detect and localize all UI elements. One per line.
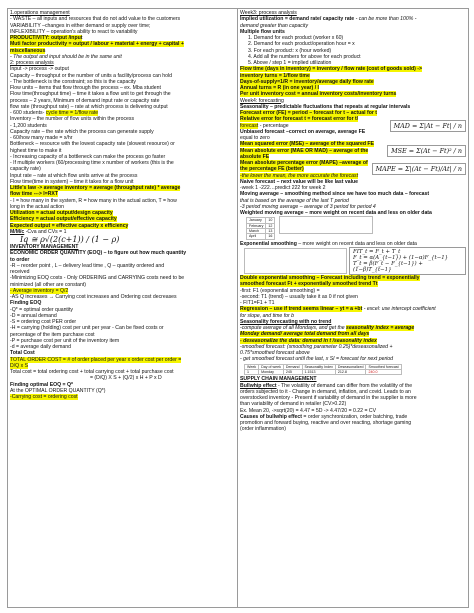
double-exp-line-c: -first: F1 (exponential smoothing) = <box>240 287 320 294</box>
regression-line-b: for slope, and time for b <box>240 312 295 319</box>
forecast-error-line: Forecast error (FE) = period – forecast for t – actual for t <box>240 110 377 116</box>
productivity-line: PRODUCTIVITY: output /input <box>10 35 83 41</box>
flow-time-def-line: Flow time(time in system) – time it takes for a flow unit <box>10 178 134 185</box>
forecast-error-block <box>240 110 466 141</box>
bottleneck-line-b: highest time to make it <box>10 147 62 154</box>
waste-line: - WASTE – all inputs and resources that do not add value to the customers <box>10 16 181 23</box>
flow-rate-line: flow rate (throughput rate) – rate at which process is delivering output <box>10 103 168 110</box>
h-cost-line-b: percentage of the item purchase cost <box>10 331 95 338</box>
moving-line-b: that is based on the average of the last T period <box>240 197 349 204</box>
double-exp-line-d: -second: T1 (trend) – usually take it as 0 if not given <box>240 293 358 300</box>
littles-law-line-b: flow time ---> I=RXT <box>10 191 58 198</box>
bullwhip-line-a: Bullwhip effect - The volatility of demand can differ from the volatility of the <box>240 382 413 389</box>
weighted-table <box>246 217 275 240</box>
total-cost-formula-a: Total cost = total ordering cost + total carrying cost + total purchase cost <box>10 369 174 375</box>
input-rate-line: Input rate – rate at which flow units arrive at the process <box>10 172 138 179</box>
littles-law-line-a: Little's law -> average inventory = average (throughput rate) * average <box>10 185 181 191</box>
inflexibility-line: INFLEXIBILITY – operation's ability to react to variability <box>10 28 138 35</box>
cycle-time-line: - 600 students- cycle time = 1/flow rate <box>10 110 99 116</box>
min-cost-line-b: minimized (all other are constant) <box>10 281 86 288</box>
annual-turns-line: Annual turns = R (in one year) / I <box>240 85 319 91</box>
bottleneck-line-d: - If multiple workers (60/processing time x number of workers (this is the <box>10 160 174 166</box>
mse-formula: MSE = Σ(At − Ft)² / n <box>387 145 466 157</box>
ops-title: 1.operations management <box>10 10 70 16</box>
weighted-example-graphic <box>279 216 373 234</box>
cheat-sheet <box>7 8 469 608</box>
double-exp-line-b: smoothed forecast Ft + exponentially smoothed trend Tt <box>240 281 378 288</box>
multi-flow-title: Multiple flow units <box>240 28 285 35</box>
eoq-title-b: to order <box>10 256 30 263</box>
mape-block <box>240 160 466 179</box>
flow-time-line-b: process – 2 years, Minimum of demand input rate or capacity rate <box>10 97 160 104</box>
as-q-line: -AS Q increases → Carrying cost increases and Ordering cost decreases <box>10 294 177 300</box>
per-unit-line: Per unit inventory cost = annual inventory costs/inventory turns <box>240 91 397 98</box>
mse-block <box>240 141 466 160</box>
total-cost-title: Total Cost <box>10 350 35 357</box>
days-supply-line: Days-of-supply=1/R = inventory/average daily flow rate <box>240 78 374 85</box>
seasonal-line-c: - deseasonalize the data: demand in t /seasonality index <box>240 337 377 344</box>
step-4: 4. Add all the numbers for above for each product <box>248 53 361 60</box>
double-exp-line-e: - FIT1=F1 + T1 <box>240 300 275 307</box>
mape-line-b: the percentage FE (better) <box>240 166 304 173</box>
mae-line-b: absolute FE <box>240 153 270 160</box>
mape-line-c: -the lower the mean, the more accurate the forecast <box>240 172 359 179</box>
seasonality-line: Seasonality – predictable fluctuations that repeats at regular intervals <box>240 103 411 110</box>
ipo-line: Input -> process -> output <box>10 66 69 73</box>
capacity-line-a: Capacity – throughput or the number of units a facility/process can hold <box>10 72 173 79</box>
moving-line-c: -3 period moving average – average of 3 period for period 4 <box>240 203 376 210</box>
efficiency-line: Efficiency = actual output/effective capacity <box>10 216 117 223</box>
seasonal-line-b: Monday demand/ average total demand from all days <box>240 331 370 338</box>
supply-chain-title: SUPPLY CHAIN MANAGEMENT <box>240 376 317 383</box>
seasonal-table <box>244 364 402 376</box>
causes-line-b: promotion and forward buying, reactive and over reacting, shortage gaming <box>240 420 412 427</box>
inventory-line-a: Inventory – the number of flow units within the process <box>10 116 135 123</box>
exp-smooth-block <box>240 247 466 275</box>
received-line: received <box>10 269 30 275</box>
total-order-line-b: D/Q x S <box>10 362 28 369</box>
relative-error-line-a: Relative error for forecast t = forecast error for t/ <box>240 116 359 123</box>
step-5: 5. Above / step 1 = implied utilization <box>248 60 332 66</box>
bottleneck-line-c: - Increasing capacity of a bottleneck can make the process go faster <box>10 153 166 160</box>
table-row: January 10 <box>247 218 275 223</box>
implied-line-c: demand greater than capacity <box>240 22 309 29</box>
step-1: 1. Demand for each product (worker x 60) <box>248 35 344 41</box>
fit-formula: FIT_t = F_t + T_t <box>352 249 401 256</box>
seasonal-line-d: -smoothed forecast: (smoothing parameter 0.25)*deseasonalized + <box>240 343 393 350</box>
total-cost-formula-b: = (D/Q) X S + (Q/2) x H + P x D <box>90 375 162 382</box>
mae-line-a: Mean absolute error (MAE OR MAD) – average of the <box>240 147 369 154</box>
implied-line-a: Implied utilization = demand rate/ capacity rate - can be more than 100% - <box>240 16 417 23</box>
carry-eq-line: -Carrying cost = ordering cost <box>10 394 78 400</box>
variability-line: VARIABILITY –changes in either demand or supply over time; <box>10 22 151 29</box>
bullwhip-line-d: than variability of demand in retailer (CV>0.22) <box>240 401 347 408</box>
capacity-line-b: - The bottleneck is the constraint; so this is the capacity <box>10 78 136 85</box>
exp-smooth-graphic <box>244 248 347 274</box>
mad-formula: MAD = Σ|At − Ft| / n <box>390 120 466 132</box>
output-note: - The output and input should be in the same unit <box>10 53 122 60</box>
finding-eoq-title: Finding EOQ <box>10 300 42 307</box>
table-row: Week Day of week Demand Seasonality Index Deseasonalized Smoothed forecast <box>245 364 402 369</box>
exp-formulas <box>349 247 466 275</box>
regression-line-a: Regression – use if trend seems linear – yt = a +bt - excel: use intercept coefficient <box>240 306 436 313</box>
bottleneck-line-e: capacity rate) <box>10 166 41 173</box>
double-exp-line-a: Double exponential smoothing – Forecast including trend = exponentially <box>240 275 420 282</box>
causes-line-c: (order inflammation) <box>240 426 286 433</box>
moving-line-a: Moving average – smoothing method since we have too much data – forecast <box>240 191 430 198</box>
seasonal-line-f: - get smoothed forecast until the last, x SI = forecast for next period <box>240 356 394 363</box>
ft-days-line-a: Flow time (days in inventory) = inventory / flow rate (cost of goods sold) -> <box>240 66 422 73</box>
d-annual-line: -D = annual demand <box>10 312 57 319</box>
utilization-line: Utilization = actual output/design capacity <box>10 210 113 216</box>
finding-opt-line: Finding optimal EOQ = Q* <box>10 381 73 388</box>
min-cost-line-a: -Minimizing EOQ costs - Only ORDERING and CARRYING costs need to be <box>10 275 185 282</box>
queue-length-formula: Iq ≅ ρ√(2(c+1)) / (1 − ρ) <box>20 235 120 244</box>
h-cost-line-a: -H = carrying (holding) cost per unit per year - Can be fixed costs or <box>10 325 164 332</box>
table-row: April 16 <box>247 234 275 239</box>
seasonal-line-e: 0.75*smoothed forecast above <box>240 350 310 357</box>
d-avg-line: -d = average daily demand <box>10 344 72 350</box>
eoq-title-a: ECONOMIC ORDER QUANTITY (EOQ) – to figure out how much quantity <box>10 250 187 257</box>
unbiased-line-a: Unbiased forecast –correct on average, average FE <box>240 128 366 135</box>
exp-smooth-line: Exponential smoothing – more weight on recent data and less on older data <box>240 240 417 247</box>
p-cost-line: -P = purchase cost per unit of the inventory item <box>10 337 120 344</box>
s-cost-line: -S = ordering cost PER order <box>10 319 77 325</box>
step-2: 2. Demand for each product/operation hour = x <box>248 41 355 48</box>
muti-factor-line-b: miscellaneous <box>10 47 46 54</box>
inventory-line-b: - 1,200 students <box>10 122 47 129</box>
littles-law-line-d: long in the actual action <box>10 203 65 210</box>
capacity-rate-line-a: Capacity rate – the rate which the process can generate supply <box>10 128 154 135</box>
right-column <box>238 9 468 607</box>
naive-line-a: Naive forecast – next value will be like last value <box>240 178 359 185</box>
ft-days-line-b: inventory turns = 1/flow time <box>240 72 310 79</box>
seasonal-title: Seasonality forecasting with no trend <box>240 318 332 325</box>
causes-line-a: Causes of bullwhip effect = order synchronization, order batching, trade <box>240 413 408 420</box>
week3-title: Week3: process analysis <box>240 10 297 16</box>
table-row: February 12 <box>247 223 275 228</box>
capacity-rate-line-b: - 60/how many made = x/hr <box>10 135 73 141</box>
naive-line-b: -week 1 -222…predict 222 for week 2 <box>240 185 326 191</box>
ex-mean-line: Ex. Mean 20, ->sqrt(20) = 4.47 = 5D -> 4.47/20 = 0.22 = CV <box>240 407 377 414</box>
flow-time-line-a: Flow time(throughput time) – time it takes a flow unit to get through the <box>10 91 171 98</box>
step-3: 3. For each product: x (hour worked) <box>248 47 332 54</box>
bullwhip-line-c: overstocked inventory - Present if variability of demand in the supplier is more <box>240 395 417 402</box>
mape-formula: MAPE = Σ|(At − Ft)/At| / n <box>372 163 466 175</box>
weighted-line: Weighted moving average – more weight on recent data and less on older data <box>240 210 432 216</box>
relative-error-line-b: forecast - percentage <box>240 122 289 129</box>
q-opt-line: -Q* = optimal order quantity <box>10 306 74 313</box>
unbiased-line-b: equal to zero <box>240 135 270 141</box>
expected-output-line: Expected output = effective capacity x efficiency <box>10 222 129 229</box>
table-row: 1 Monday 245 1.1513 212.8 240.0 <box>245 370 402 375</box>
avg-inventory-line: - Average inventory = Q/2 <box>10 287 69 294</box>
left-column <box>8 9 238 607</box>
tt-formula: T_t = β(F_t − F_{t−1}) + (1−β)T_{t−1} <box>352 261 423 274</box>
bottleneck-line-a: Bottleneck – resource with the lowest capacity rate (slowest resource) or <box>10 141 175 148</box>
process-title: 2: process analysis <box>10 60 54 66</box>
week4-title: Week4: forecasting <box>240 97 284 104</box>
total-order-line-a: TOTAL ORDER COST = # of order placed per year x order cost per order = <box>10 356 182 363</box>
flow-units-line: Flow units – items that flow through the process – ex. Mba student <box>10 85 161 91</box>
weighted-example <box>240 216 466 241</box>
mmc-line: M/M/c -Cva and CVs = 1 <box>10 228 67 235</box>
bullwhip-line-b: orders subjected to it - Change in demand, inflation, and covid. Leads to an <box>240 388 411 395</box>
reorder-line: -R – reorder point , L – delivery lead time , Q – quantity ordered and <box>10 262 165 269</box>
mape-line-a: Mean absolute percentage error (MAPE) –average of <box>240 160 368 166</box>
inventory-title: INVENTORY MANAGEMENT <box>10 244 79 250</box>
at-opt-line: At the OPTIMAL ORDER QUANTITY (Q*) <box>10 387 106 394</box>
mse-line: Mean squared error (MSE) – average of the squared FE <box>240 141 374 148</box>
muti-factor-line-a: Muti factor productivity = output / labour + material + energy + capital + <box>10 41 184 48</box>
table-row: March 13 <box>247 229 275 234</box>
seasonal-line-a: -compute average of all Mondays, and get the seasonality index = average <box>240 325 415 332</box>
littles-law-line-c: - I = how many in the system, R = how many in the actual action, T = how <box>10 197 177 204</box>
ft-formula: F_t = α(A_{t−1}) + (1−α)F_{t−1} <box>352 255 449 262</box>
